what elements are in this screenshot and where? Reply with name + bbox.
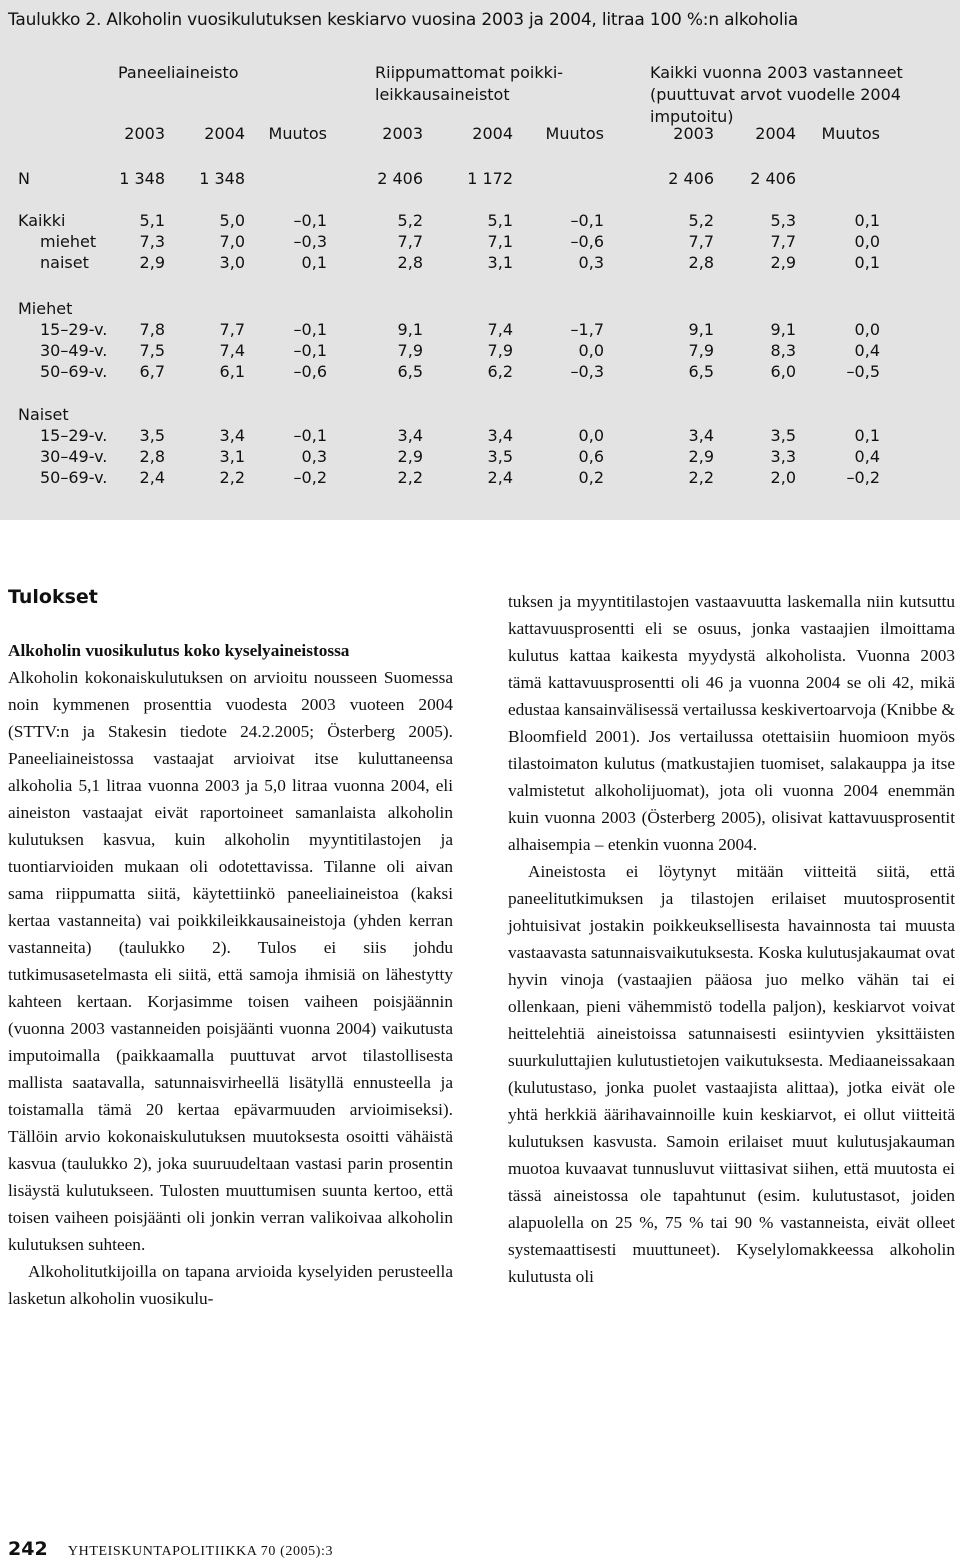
column-header: 2004 bbox=[755, 124, 796, 143]
table-cell: 7,4 bbox=[219, 341, 245, 360]
table-cell: –0,5 bbox=[846, 362, 880, 381]
table-cell: –0,6 bbox=[293, 362, 327, 381]
table-cell: 3,5 bbox=[139, 426, 165, 445]
column-header: Muutos bbox=[268, 124, 327, 143]
group-label: Miehet bbox=[18, 299, 73, 318]
table-cell: 7,9 bbox=[397, 341, 423, 360]
column-header: 2004 bbox=[204, 124, 245, 143]
journal-name: YHTEISKUNTAPOLITIIKKA 70 (2005):3 bbox=[67, 1544, 334, 1559]
table-cell: 2 406 bbox=[377, 169, 423, 188]
table-cell: 3,5 bbox=[770, 426, 796, 445]
table-cell: 6,5 bbox=[397, 362, 423, 381]
table-cell: –0,1 bbox=[570, 211, 604, 230]
table-cell: 5,1 bbox=[487, 211, 513, 230]
table-cell: –0,1 bbox=[293, 341, 327, 360]
column-header: Muutos bbox=[821, 124, 880, 143]
table-cell: 3,4 bbox=[487, 426, 513, 445]
table-cell: 3,4 bbox=[397, 426, 423, 445]
table-cell: 5,2 bbox=[397, 211, 423, 230]
table-cell: 0,1 bbox=[854, 426, 880, 445]
table-cell: –0,3 bbox=[570, 362, 604, 381]
table-cell: 7,1 bbox=[487, 232, 513, 251]
table-cell: 0,3 bbox=[301, 447, 327, 466]
table-cell: 3,1 bbox=[487, 253, 513, 272]
table-cell: 6,2 bbox=[487, 362, 513, 381]
table-cell: 3,0 bbox=[219, 253, 245, 272]
table-cell: 7,5 bbox=[139, 341, 165, 360]
table-cell: 0,6 bbox=[578, 447, 604, 466]
table-cell: 2,0 bbox=[770, 468, 796, 487]
table-cell: –0,1 bbox=[293, 320, 327, 339]
table-cell: –0,1 bbox=[293, 426, 327, 445]
table-cell: 0,3 bbox=[578, 253, 604, 272]
row-label: 30–49-v. bbox=[40, 341, 108, 360]
table-cell: 0,4 bbox=[854, 341, 880, 360]
table-cell: 5,2 bbox=[688, 211, 714, 230]
table-cell: 3,1 bbox=[219, 447, 245, 466]
table-cell: –0,3 bbox=[293, 232, 327, 251]
table-cell: –0,2 bbox=[846, 468, 880, 487]
table-cell: 2,8 bbox=[688, 253, 714, 272]
table-cell: 9,1 bbox=[688, 320, 714, 339]
table-cell: 0,4 bbox=[854, 447, 880, 466]
column-header: 2003 bbox=[124, 124, 165, 143]
table-cell: 5,0 bbox=[219, 211, 245, 230]
table-cell: 2,2 bbox=[219, 468, 245, 487]
table-cell: 7,9 bbox=[487, 341, 513, 360]
table-cell: 0,0 bbox=[578, 426, 604, 445]
table-cell: 7,8 bbox=[139, 320, 165, 339]
row-label: naiset bbox=[40, 253, 89, 272]
table-cell: 9,1 bbox=[397, 320, 423, 339]
column-header: 2004 bbox=[472, 124, 513, 143]
table-cell: 2,2 bbox=[397, 468, 423, 487]
page-number: 242 bbox=[8, 1538, 48, 1560]
table-cell: 0,1 bbox=[854, 253, 880, 272]
table-cell: 0,0 bbox=[578, 341, 604, 360]
table-cell: 2 406 bbox=[668, 169, 714, 188]
row-label: 15–29-v. bbox=[40, 320, 108, 339]
section-title: Tulokset bbox=[8, 586, 98, 608]
table-cell: 5,1 bbox=[139, 211, 165, 230]
table-cell: 5,3 bbox=[770, 211, 796, 230]
table-cell: 2,9 bbox=[139, 253, 165, 272]
table-cell: 2 406 bbox=[750, 169, 796, 188]
row-label: 50–69-v. bbox=[40, 362, 108, 381]
paragraph: Alkoholin kokonaiskulutuksen on arvioitu nousseen Suomessa noin kymmenen prosenttia vuodesta 2003 vuoteen 2004 (STTV:n ja Stakesin tiedote 24.2.2005; Österberg 2005). Paneeliaineistossa vastaajat arvioivat itse kuluttaneensa alkoholia 5,1 litraa vuonna 2003 ja 5,0 litraa vuonna 2004, eli aineiston vastaajat eivät raportoineet samanlaista alkoholin kulutuksen kasvua, kuin alkoholin myyntitilastojen ja tuontiarvioiden mukaan oli odotettavissa. Tilanne oli aivan sama riippumatta siitä, käytettiinkö paneeliaineistoa (kaksi kertaa vastanneita) vai poikkileikkausaineistoja (yhden kerran vastanneita) (taulukko 2). Tulos ei siis johdu tutkimusasetelmasta eli siitä, että samoja ihmisiä on lähestytty kahteen kertaan. Korjasimme toisen vaiheen poisjäännin (vuonna 2003 vastanneiden poisjäänti vuonna 2004) vaikutusta imputoimalla (paikkaamalla puuttuvat arvot tilastollisesta mallista saatavalla, satunnaisvirheellä lisätyllä ennusteella ja toistamalla tämä 20 kertaa epävarmuuden arvioimiseksi). Tällöin arvio kokonaiskulutuksen muutoksesta osoitti vähäistä kasvua (taulukko 2), joka suuruudeltaan vastasi parin prosentin lisäystä kulutukseen. Tulosten muuttumisen suunta kertoo, että toisen vaiheen poisjäänti oli jonkin verran valikoivaa alkoholin kulutuksen suhteen. bbox=[8, 668, 453, 1254]
table-cell: 2,9 bbox=[770, 253, 796, 272]
subsection-title: Alkoholin vuosikulutus koko kyselyaineistossa bbox=[8, 641, 350, 660]
group-header-all-imputed: Kaikki vuonna 2003 vastanneet (puuttuvat arvot vuodelle 2004 imputoitu) bbox=[650, 63, 903, 126]
table-cell: –0,2 bbox=[293, 468, 327, 487]
group-label: Naiset bbox=[18, 405, 69, 424]
table-cell: 7,7 bbox=[397, 232, 423, 251]
table-cell: 0,1 bbox=[854, 211, 880, 230]
paragraph: Alkoholitutkijoilla on tapana arvioida kyselyiden perusteella lasketun alkoholin vuosikulu- bbox=[8, 1262, 453, 1308]
table-cell: 2,9 bbox=[688, 447, 714, 466]
group-header-panel: Paneeliaineisto bbox=[118, 63, 239, 82]
table-cell: 6,7 bbox=[139, 362, 165, 381]
column-header: 2003 bbox=[673, 124, 714, 143]
table-cell: 3,3 bbox=[770, 447, 796, 466]
table-cell: 1 348 bbox=[199, 169, 245, 188]
row-label: 50–69-v. bbox=[40, 468, 108, 487]
table-cell: 0,0 bbox=[854, 320, 880, 339]
table-cell: 2,8 bbox=[397, 253, 423, 272]
table-cell: 7,0 bbox=[219, 232, 245, 251]
table-cell: 6,5 bbox=[688, 362, 714, 381]
table-cell: 2,4 bbox=[139, 468, 165, 487]
table-cell: 3,4 bbox=[688, 426, 714, 445]
table-cell: 6,0 bbox=[770, 362, 796, 381]
table-cell: 2,4 bbox=[487, 468, 513, 487]
table-cell: 8,3 bbox=[770, 341, 796, 360]
table-cell: 1 348 bbox=[119, 169, 165, 188]
column-header: 2003 bbox=[382, 124, 423, 143]
column-header: Muutos bbox=[545, 124, 604, 143]
row-label: 30–49-v. bbox=[40, 447, 108, 466]
table-cell: 9,1 bbox=[770, 320, 796, 339]
table-cell: 2,2 bbox=[688, 468, 714, 487]
table-cell: 0,1 bbox=[301, 253, 327, 272]
table-cell: 7,7 bbox=[770, 232, 796, 251]
table-cell: 3,4 bbox=[219, 426, 245, 445]
table-cell: 7,9 bbox=[688, 341, 714, 360]
page-footer bbox=[8, 1538, 333, 1560]
table-cell: –1,7 bbox=[570, 320, 604, 339]
table-cell: 2,9 bbox=[397, 447, 423, 466]
table-cell: 7,3 bbox=[139, 232, 165, 251]
text-column-left bbox=[8, 585, 453, 1312]
paragraph: tuksen ja myyntitilastojen vastaavuutta laskemalla niin kutsuttu kattavuusprosentti eli se osuus, jonka vastaajien ilmoittama kulutus kattaa kaikesta myydystä alkoholista. Vuonna 2003 tämä kattavuusprosentti oli 46 ja vuonna 2004 se oli 42, mikä edustaa kansainvälisessä vertailussa keskivertoarvoja (Knibbe & Bloomfield 2001). Jos vertailussa otettaisiin huomioon myös tilastoimaton kulutus (matkustajien tuomiset, salakauppa ja itse valmistetut alkoholijuomat), jota oli vuonna 2004 enemmän kuin vuonna 2003 (Österberg 2005), olisivat kattavuusprosentit alhaisempia – etenkin vuonna 2004. bbox=[508, 592, 955, 854]
table-cell: –0,1 bbox=[293, 211, 327, 230]
table-cell: 0,0 bbox=[854, 232, 880, 251]
text-column-right bbox=[508, 588, 955, 1290]
table-cell: 2,8 bbox=[139, 447, 165, 466]
group-header-cross-sectional: Riippumattomat poikki- leikkausaineistot bbox=[375, 63, 564, 104]
row-label: Kaikki bbox=[18, 211, 66, 230]
table-cell: 1 172 bbox=[467, 169, 513, 188]
table-cell: 7,7 bbox=[688, 232, 714, 251]
table-cell: 3,5 bbox=[487, 447, 513, 466]
row-label: 15–29-v. bbox=[40, 426, 108, 445]
paragraph: Aineistosta ei löytynyt mitään viitteitä siitä, että paneelitutkimuksen ja tilastojen erilaiset muutosprosentit johtuisivat jostakin poikkeuksellisesta havainnosta tai muusta vastaavasta satunnaisvaikutuksesta. Koska kulutusjakaumat ovat hyvin vinoja (vastaajien pääosa juo melko vähän tai ei ollenkaan, pieni vähemmistö todella paljon), keskiarvot voivat heittelehtiä aineistoissa satunnaisesti esiintyvien yksittäisten suurkuluttajien kulutustietojen vaikutuksesta. Mediaaneissakaan (kulutustaso, jonka puolet vastaajista alittaa), jotka eivät ole yhtä herkkiä äärihavainnoille kuin keskiarvot, ei ollut viitteitä kulutuksen kasvusta. Samoin erilaiset muut kulutusjakauman muotoa kuvaavat tunnusluvut viittasivat siihen, että muutosta ei tässä aineistossa ole tapahtunut (esim. kulutustasot, joiden alapuolella on 25 %, 75 % tai 90 % vastanneista, eivät olleet systemaattisesti muuttuneet). Kyselylomakkeessa alkoholin kulutusta oli bbox=[508, 862, 955, 1286]
table-cell: 0,2 bbox=[578, 468, 604, 487]
table-cell: 7,4 bbox=[487, 320, 513, 339]
data-table bbox=[0, 0, 960, 520]
table-cell: 6,1 bbox=[219, 362, 245, 381]
row-label: miehet bbox=[40, 232, 97, 251]
table-title: Taulukko 2. Alkoholin vuosikulutuksen keskiarvo vuosina 2003 ja 2004, litraa 100 %:n alkoholia bbox=[8, 10, 799, 30]
table-cell: –0,6 bbox=[570, 232, 604, 251]
row-label: N bbox=[18, 169, 30, 188]
table-cell: 7,7 bbox=[219, 320, 245, 339]
